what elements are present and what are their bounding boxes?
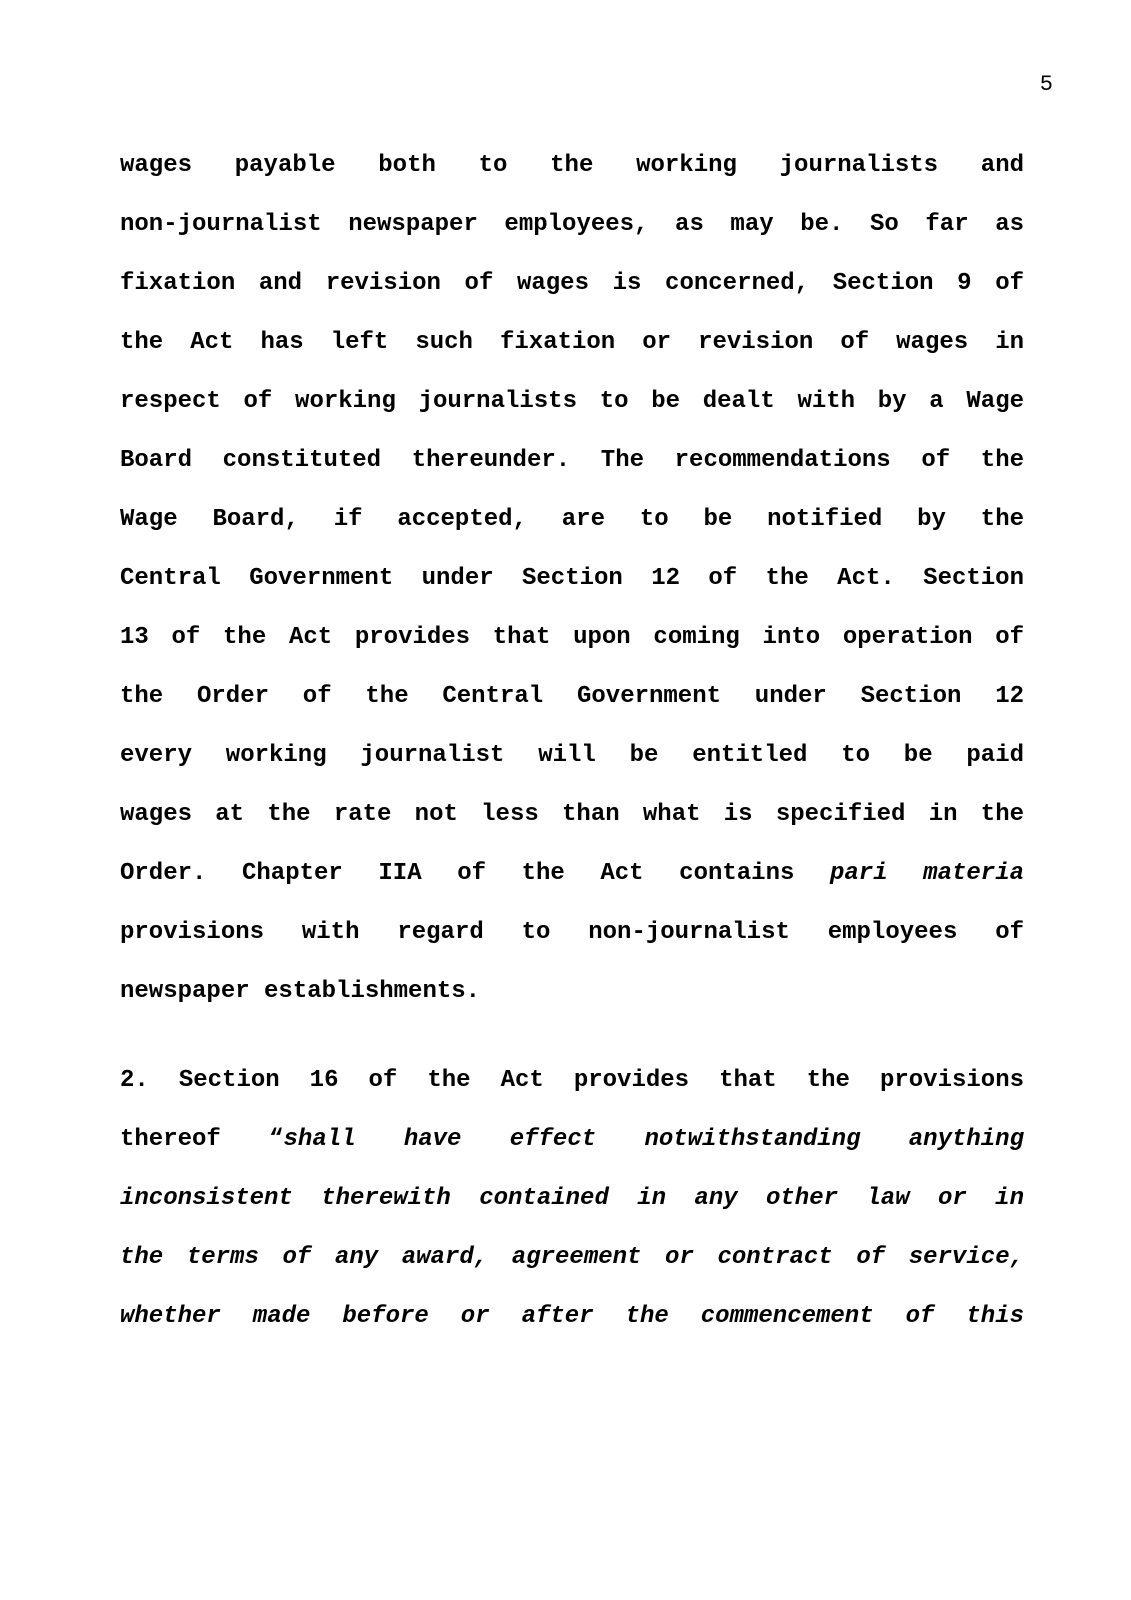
italic-text-segment: shall have effect notwithstanding anything — [283, 1126, 1024, 1153]
italic-text-segment: pari materia — [829, 860, 1024, 887]
text-line: wages at the rate not less than what is specified in the — [120, 801, 1024, 828]
text-line: fixation and revision of wages is concerned, Section 9 of — [120, 270, 1024, 297]
text-line: the Act has left such fixation or revision of wages in — [120, 329, 1024, 356]
text-line: newspaper establishments. — [120, 978, 481, 1005]
text-line: Wage Board, if accepted, are to be notified by the — [120, 506, 1024, 533]
paragraph-1 — [120, 150, 1024, 1035]
text-line: every working journalist will be entitled to be paid — [120, 742, 1024, 769]
text-line: the terms of any award, agreement or contract of service, — [120, 1244, 1024, 1271]
text-line: 13 of the Act provides that upon coming into operation of — [120, 624, 1024, 651]
text-line: respect of working journalists to be dealt with by a Wage — [120, 388, 1024, 415]
text-line — [120, 1124, 1024, 1183]
paragraph-2 — [120, 1065, 1024, 1360]
text-line: non-journalist newspaper employees, as may be. So far as — [120, 211, 1024, 238]
text-segment: thereof “ — [120, 1126, 284, 1153]
text-line: wages payable both to the working journalists and — [120, 152, 1024, 179]
text-line: provisions with regard to non-journalist employees of — [120, 919, 1024, 946]
text-line: Central Government under Section 12 of the Act. Section — [120, 565, 1024, 592]
text-line — [120, 858, 1024, 917]
page-number: 5 — [1039, 72, 1053, 97]
text-line: inconsistent therewith contained in any other law or in — [120, 1185, 1024, 1212]
text-line: Board constituted thereunder. The recommendations of the — [120, 447, 1024, 474]
text-line: 2. Section 16 of the Act provides that the provisions — [120, 1067, 1024, 1094]
text-line: the Order of the Central Government under Section 12 — [120, 683, 1024, 710]
text-line: whether made before or after the commencement of this — [120, 1303, 1024, 1330]
text-segment: Order. Chapter IIA of the Act contains — [120, 860, 830, 887]
